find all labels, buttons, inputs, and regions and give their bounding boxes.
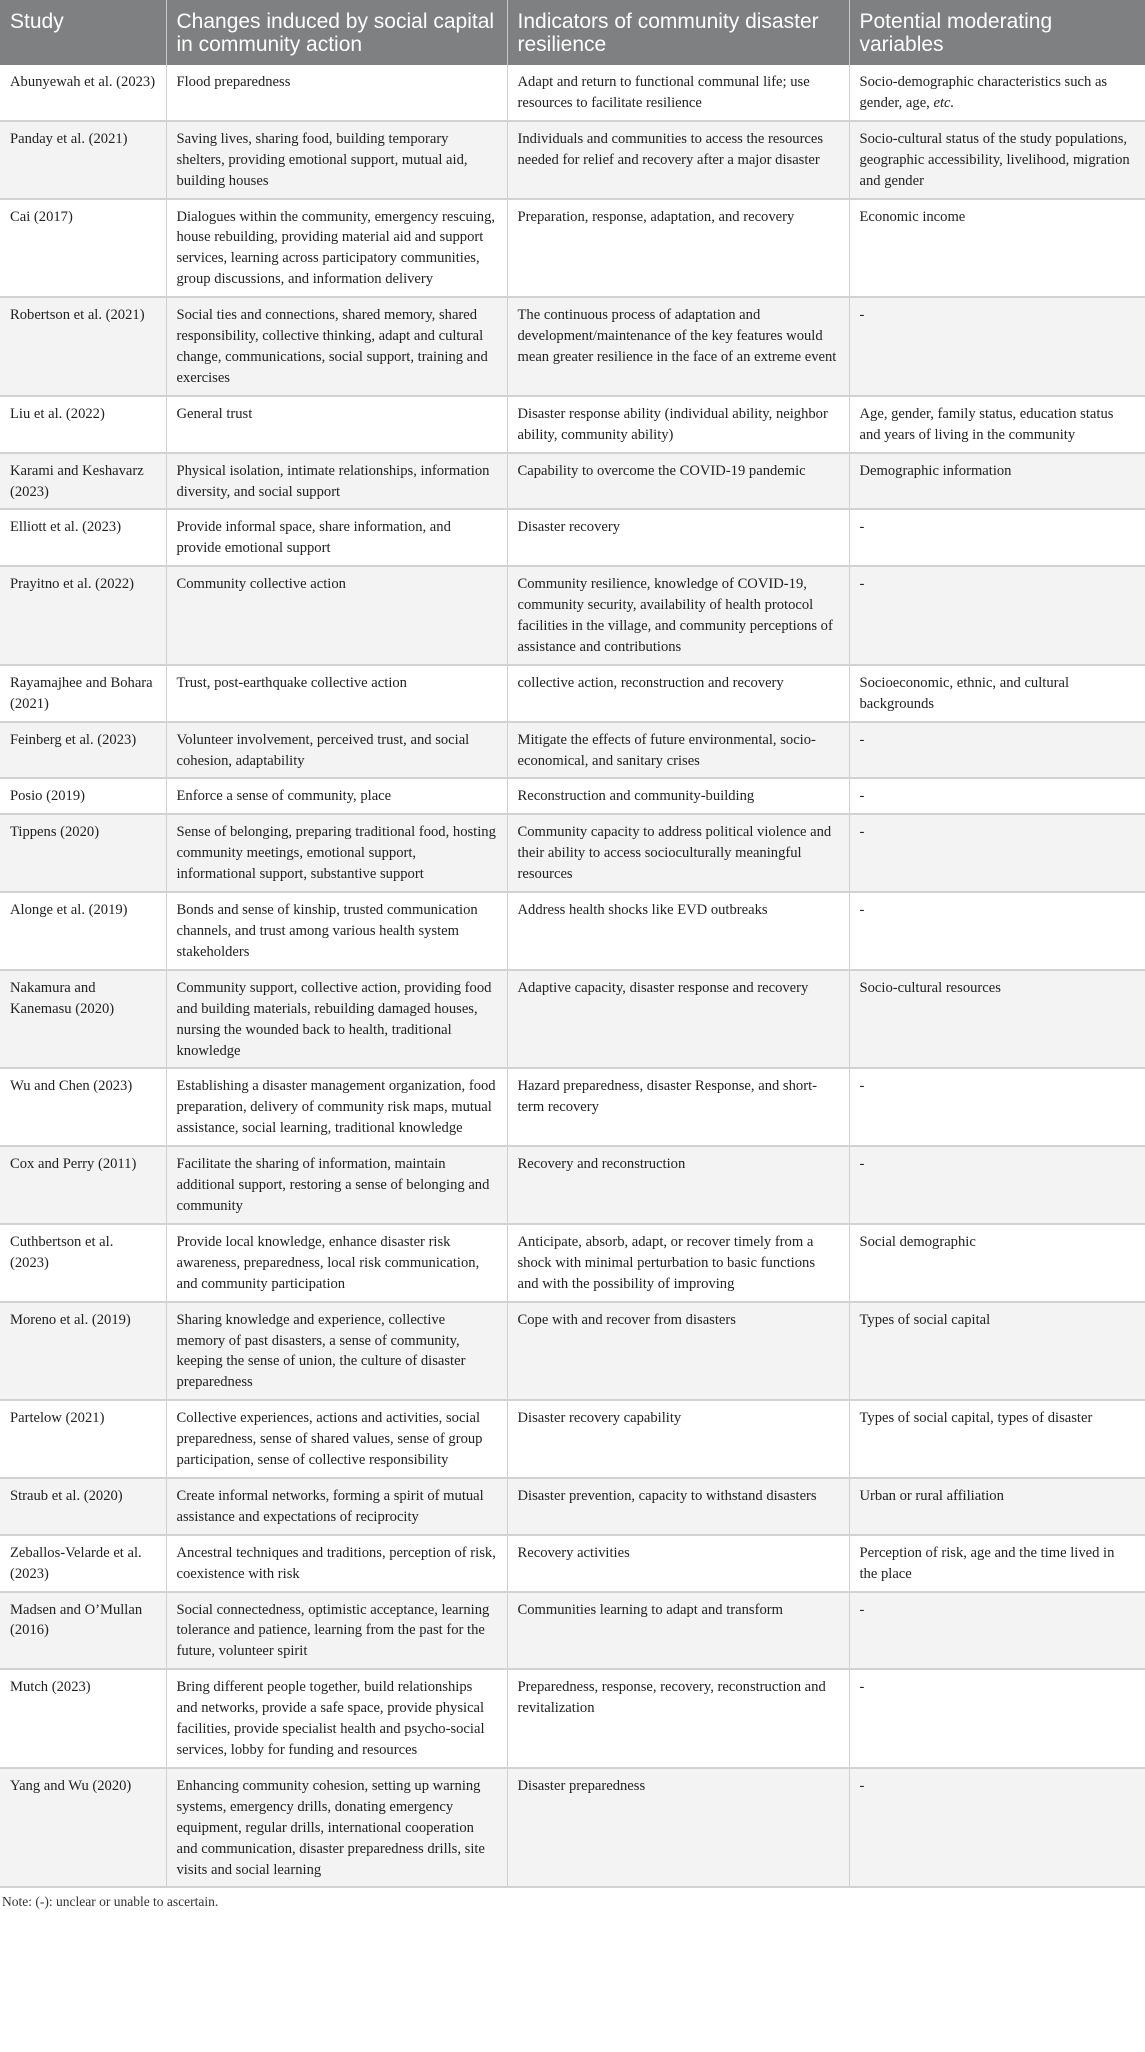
- cell-moderating-variables: -: [849, 1592, 1145, 1670]
- cell-study: Alonge et al. (2019): [0, 892, 166, 970]
- table-row: [0, 970, 1145, 1069]
- cell-indicators: Adaptive capacity, disaster response and recovery: [507, 970, 849, 1069]
- cell-study: Rayamajhee and Bohara (2021): [0, 665, 166, 722]
- header-study: Study: [0, 0, 166, 65]
- table-row: [0, 1400, 1145, 1478]
- cell-moderating-variables: Economic income: [849, 199, 1145, 298]
- cell-changes: Community collective action: [166, 566, 507, 665]
- cell-moderating-variables: Socioeconomic, ethnic, and cultural backgrounds: [849, 665, 1145, 722]
- table-row: [0, 1302, 1145, 1401]
- table-row: [0, 778, 1145, 814]
- table-row: [0, 1478, 1145, 1535]
- cell-changes: Enhancing community cohesion, setting up warning systems, emergency drills, donating emergency equipment, regular drills, international cooperation and communication, disaster preparedness drills, site visits and social learning: [166, 1768, 507, 1888]
- table-row: [0, 453, 1145, 510]
- table-row: [0, 297, 1145, 396]
- header-moderating-variables: Potential moderating variables: [849, 0, 1145, 65]
- cell-changes: General trust: [166, 396, 507, 453]
- cell-study: Straub et al. (2020): [0, 1478, 166, 1535]
- cell-indicators: Recovery activities: [507, 1535, 849, 1592]
- cell-indicators: Disaster preparedness: [507, 1768, 849, 1888]
- cell-changes: Volunteer involvement, perceived trust, and social cohesion, adaptability: [166, 722, 507, 779]
- cell-moderating-variables: Types of social capital, types of disaster: [849, 1400, 1145, 1478]
- cell-moderating-variables: Socio-cultural resources: [849, 970, 1145, 1069]
- cell-moderating-variables: -: [849, 566, 1145, 665]
- cell-moderating-variables: -: [849, 509, 1145, 566]
- cell-indicators: Recovery and reconstruction: [507, 1146, 849, 1224]
- cell-indicators: Capability to overcome the COVID-19 pandemic: [507, 453, 849, 510]
- cell-indicators: Reconstruction and community-building: [507, 778, 849, 814]
- cell-study: Mutch (2023): [0, 1669, 166, 1768]
- cell-changes: Saving lives, sharing food, building temporary shelters, providing emotional support, mutual aid, building houses: [166, 121, 507, 199]
- header-row: [0, 0, 1145, 65]
- cell-study: Panday et al. (2021): [0, 121, 166, 199]
- cell-study: Cai (2017): [0, 199, 166, 298]
- table-row: [0, 121, 1145, 199]
- table-row: [0, 509, 1145, 566]
- cell-changes: Social connectedness, optimistic acceptance, learning tolerance and patience, learning from the past for the future, volunteer spirit: [166, 1592, 507, 1670]
- table-row: [0, 566, 1145, 665]
- cell-study: Madsen and O’Mullan (2016): [0, 1592, 166, 1670]
- cell-indicators: collective action, reconstruction and recovery: [507, 665, 849, 722]
- cell-moderating-variables: -: [849, 814, 1145, 892]
- cell-indicators: Anticipate, absorb, adapt, or recover timely from a shock with minimal perturbation to basic functions and with the possibility of improving: [507, 1224, 849, 1302]
- cell-moderating-variables: Demographic information: [849, 453, 1145, 510]
- cell-study: Moreno et al. (2019): [0, 1302, 166, 1401]
- cell-study: Robertson et al. (2021): [0, 297, 166, 396]
- cell-moderating-variables: -: [849, 722, 1145, 779]
- cell-indicators: Disaster response ability (individual ability, neighbor ability, community ability): [507, 396, 849, 453]
- cell-changes: Facilitate the sharing of information, maintain additional support, restoring a sense of belonging and community: [166, 1146, 507, 1224]
- table-note: Note: (-): unclear or unable to ascertain.: [2, 1894, 219, 1910]
- cell-study: Karami and Keshavarz (2023): [0, 453, 166, 510]
- cell-changes: Social ties and connections, shared memory, shared responsibility, collective thinking, adapt and cultural change, communications, social support, training and exercises: [166, 297, 507, 396]
- cell-indicators: Community resilience, knowledge of COVID-19, community security, availability of health protocol facilities in the village, and community perceptions of assistance and contributions: [507, 566, 849, 665]
- cell-study: Cuthbertson et al. (2023): [0, 1224, 166, 1302]
- table-row: [0, 814, 1145, 892]
- cell-moderating-variables: -: [849, 297, 1145, 396]
- cell-study: Partelow (2021): [0, 1400, 166, 1478]
- cell-study: Wu and Chen (2023): [0, 1068, 166, 1146]
- cell-changes: Collective experiences, actions and activities, social preparedness, sense of shared values, sense of group participation, sense of collective responsibility: [166, 1400, 507, 1478]
- cell-study: Cox and Perry (2011): [0, 1146, 166, 1224]
- cell-moderating-variables: -: [849, 892, 1145, 970]
- cell-changes: Community support, collective action, providing food and building materials, rebuilding damaged houses, nursing the wounded back to health, traditional knowledge: [166, 970, 507, 1069]
- cell-study: Tippens (2020): [0, 814, 166, 892]
- cell-moderating-variables: Urban or rural affiliation: [849, 1478, 1145, 1535]
- cell-changes: Enforce a sense of community, place: [166, 778, 507, 814]
- table-row: [0, 1224, 1145, 1302]
- cell-indicators: Mitigate the effects of future environmental, socio-economical, and sanitary crises: [507, 722, 849, 779]
- cell-indicators: Disaster recovery capability: [507, 1400, 849, 1478]
- cell-indicators: Disaster recovery: [507, 509, 849, 566]
- cell-moderating-variables: Types of social capital: [849, 1302, 1145, 1401]
- cell-indicators: Preparedness, response, recovery, reconstruction and revitalization: [507, 1669, 849, 1768]
- table-row: [0, 1592, 1145, 1670]
- table-row: [0, 396, 1145, 453]
- cell-moderating-variables: Socio-demographic characteristics such as gender, age, etc.: [849, 65, 1145, 121]
- table-body: [0, 65, 1145, 1887]
- cell-changes: Bring different people together, build relationships and networks, provide a safe space, provide physical facilities, provide specialist health and psycho-social services, lobby for funding and resources: [166, 1669, 507, 1768]
- table-row: [0, 1535, 1145, 1592]
- cell-changes: Trust, post-earthquake collective action: [166, 665, 507, 722]
- cell-indicators: Community capacity to address political violence and their ability to access socioculturally meaningful resources: [507, 814, 849, 892]
- cell-moderating-variables: -: [849, 1146, 1145, 1224]
- header-changes: Changes induced by social capital in community action: [166, 0, 507, 65]
- cell-study: Prayitno et al. (2022): [0, 566, 166, 665]
- cell-indicators: Individuals and communities to access the resources needed for relief and recovery after a major disaster: [507, 121, 849, 199]
- cell-moderating-variables: Age, gender, family status, education status and years of living in the community: [849, 396, 1145, 453]
- cell-study: Yang and Wu (2020): [0, 1768, 166, 1888]
- cell-study: Nakamura and Kanemasu (2020): [0, 970, 166, 1069]
- cell-study: Posio (2019): [0, 778, 166, 814]
- cell-moderating-variables: Perception of risk, age and the time lived in the place: [849, 1535, 1145, 1592]
- cell-changes: Dialogues within the community, emergency rescuing, house rebuilding, providing material aid and support services, learning across participatory communities, group discussions, and information delivery: [166, 199, 507, 298]
- cell-moderating-variables: -: [849, 1768, 1145, 1888]
- cell-moderating-variables: -: [849, 1669, 1145, 1768]
- cell-changes: Establishing a disaster management organization, food preparation, delivery of community risk maps, mutual assistance, social learning, traditional knowledge: [166, 1068, 507, 1146]
- table-row: [0, 1068, 1145, 1146]
- cell-changes: Physical isolation, intimate relationships, information diversity, and social support: [166, 453, 507, 510]
- table-row: [0, 892, 1145, 970]
- cell-moderating-variables: Socio-cultural status of the study populations, geographic accessibility, livelihood, migration and gender: [849, 121, 1145, 199]
- cell-indicators: Address health shocks like EVD outbreaks: [507, 892, 849, 970]
- cell-changes: Flood preparedness: [166, 65, 507, 121]
- cell-changes: Sense of belonging, preparing traditional food, hosting community meetings, emotional support, informational support, substantive support: [166, 814, 507, 892]
- cell-moderating-variables: -: [849, 778, 1145, 814]
- table-row: [0, 665, 1145, 722]
- cell-indicators: Cope with and recover from disasters: [507, 1302, 849, 1401]
- cell-study: Feinberg et al. (2023): [0, 722, 166, 779]
- cell-changes: Ancestral techniques and traditions, perception of risk, coexistence with risk: [166, 1535, 507, 1592]
- cell-changes: Provide local knowledge, enhance disaster risk awareness, preparedness, local risk communication, and community participation: [166, 1224, 507, 1302]
- cell-indicators: Hazard preparedness, disaster Response, and short-term recovery: [507, 1068, 849, 1146]
- table-row: [0, 199, 1145, 298]
- cell-study: Abunyewah et al. (2023): [0, 65, 166, 121]
- cell-study: Elliott et al. (2023): [0, 509, 166, 566]
- table-header: [0, 0, 1145, 65]
- table-row: [0, 65, 1145, 121]
- table-row: [0, 722, 1145, 779]
- cell-indicators: Adapt and return to functional communal life; use resources to facilitate resilience: [507, 65, 849, 121]
- cell-changes: Create informal networks, forming a spirit of mutual assistance and expectations of reciprocity: [166, 1478, 507, 1535]
- cell-changes: Provide informal space, share information, and provide emotional support: [166, 509, 507, 566]
- cell-indicators: Communities learning to adapt and transform: [507, 1592, 849, 1670]
- cell-study: Zeballos-Velarde et al. (2023): [0, 1535, 166, 1592]
- table-row: [0, 1768, 1145, 1888]
- header-indicators: Indicators of community disaster resilience: [507, 0, 849, 65]
- cell-study: Liu et al. (2022): [0, 396, 166, 453]
- cell-moderating-variables: Social demographic: [849, 1224, 1145, 1302]
- table-row: [0, 1146, 1145, 1224]
- cell-changes: Sharing knowledge and experience, collective memory of past disasters, a sense of community, keeping the sense of union, the culture of disaster preparedness: [166, 1302, 507, 1401]
- cell-indicators: Preparation, response, adaptation, and recovery: [507, 199, 849, 298]
- cell-changes: Bonds and sense of kinship, trusted communication channels, and trust among various health system stakeholders: [166, 892, 507, 970]
- cell-indicators: Disaster prevention, capacity to withstand disasters: [507, 1478, 849, 1535]
- cell-indicators: The continuous process of adaptation and development/maintenance of the key features would mean greater resilience in the face of an extreme event: [507, 297, 849, 396]
- cell-moderating-variables: -: [849, 1068, 1145, 1146]
- table-row: [0, 1669, 1145, 1768]
